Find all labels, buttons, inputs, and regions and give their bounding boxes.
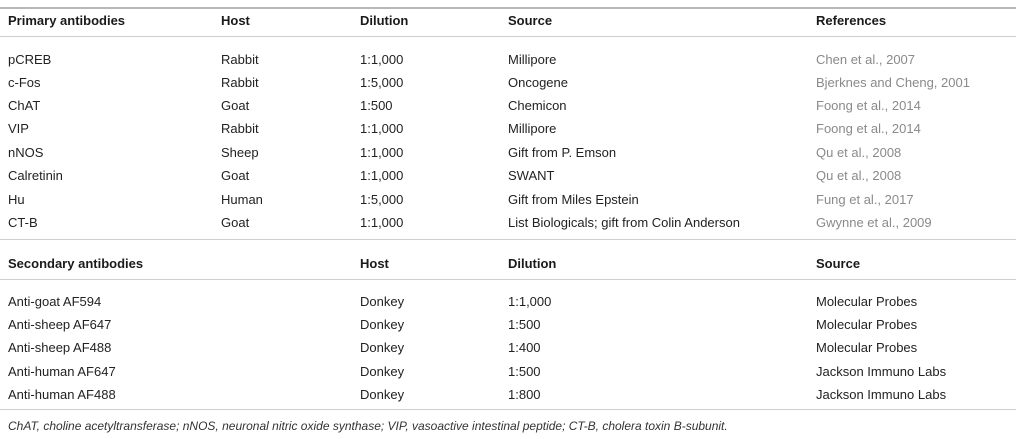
host: Human <box>221 192 263 207</box>
source: Molecular Probes <box>816 294 918 309</box>
source: Oncogene <box>508 75 568 90</box>
header-source: Source <box>816 256 861 271</box>
host: Goat <box>221 98 250 113</box>
host: Rabbit <box>221 121 259 136</box>
source: Molecular Probes <box>816 317 918 332</box>
reference-link[interactable]: Gwynne et al., 2009 <box>816 215 932 230</box>
antibody-name: Hu <box>8 192 25 207</box>
antibody-name: Anti-sheep AF488 <box>8 340 112 355</box>
table-row <box>0 360 1016 383</box>
dilution: 1:1,000 <box>360 215 404 230</box>
primary-header-row <box>0 9 1016 32</box>
host: Donkey <box>360 387 405 402</box>
antibody-name: c-Fos <box>8 75 41 90</box>
table-row <box>0 48 1016 71</box>
header-host: Host <box>221 13 250 28</box>
antibody-name: Anti-human AF647 <box>8 364 116 379</box>
host: Sheep <box>221 145 259 160</box>
source: Gift from P. Emson <box>508 145 617 160</box>
header-secondary-antibodies: Secondary antibodies <box>8 256 144 271</box>
primary-header-rule <box>0 36 1016 37</box>
source: Millipore <box>508 121 557 136</box>
antibody-name: Calretinin <box>8 168 63 183</box>
dilution: 1:1,000 <box>360 52 404 67</box>
dilution: 1:400 <box>508 340 541 355</box>
secondary-header-rule <box>0 279 1016 280</box>
table-footnote: ChAT, choline acetyltransferase; nNOS, neuronal nitric oxide synthase; VIP, vasoactive intestinal peptide; CT-B, cholera toxin B-subunit. <box>8 419 728 433</box>
table-row <box>0 188 1016 211</box>
reference-link[interactable]: Chen et al., 2007 <box>816 52 916 67</box>
host: Donkey <box>360 317 405 332</box>
antibody-name: Anti-human AF488 <box>8 387 116 402</box>
table-row <box>0 313 1016 336</box>
source: Millipore <box>508 52 557 67</box>
table-row <box>0 336 1016 359</box>
table-row <box>0 117 1016 140</box>
antibody-name: VIP <box>8 121 29 136</box>
reference-link[interactable]: Bjerknes and Cheng, 2001 <box>816 75 970 90</box>
host: Donkey <box>360 294 405 309</box>
header-dilution: Dilution <box>508 256 557 271</box>
source: Jackson Immuno Labs <box>816 387 947 402</box>
dilution: 1:1,000 <box>360 121 404 136</box>
dilution: 1:500 <box>360 98 393 113</box>
host: Donkey <box>360 364 405 379</box>
table-bottom-rule <box>0 409 1016 410</box>
antibody-name: ChAT <box>8 98 41 113</box>
host: Donkey <box>360 340 405 355</box>
reference-link[interactable]: Foong et al., 2014 <box>816 98 921 113</box>
dilution: 1:1,000 <box>508 294 552 309</box>
source: SWANT <box>508 168 555 183</box>
header-source: Source <box>508 13 553 28</box>
reference-link[interactable]: Qu et al., 2008 <box>816 145 902 160</box>
antibody-name: Anti-sheep AF647 <box>8 317 112 332</box>
host: Goat <box>221 168 250 183</box>
dilution: 1:1,000 <box>360 168 404 183</box>
source: Jackson Immuno Labs <box>816 364 947 379</box>
source: Chemicon <box>508 98 567 113</box>
source: List Biologicals; gift from Colin Anderson <box>508 215 740 230</box>
table-row <box>0 164 1016 187</box>
table-row <box>0 290 1016 313</box>
antibody-name: pCREB <box>8 52 52 67</box>
table-row <box>0 383 1016 406</box>
dilution: 1:5,000 <box>360 75 404 90</box>
table-row <box>0 141 1016 164</box>
antibody-name: CT-B <box>8 215 38 230</box>
host: Goat <box>221 215 250 230</box>
host: Rabbit <box>221 52 259 67</box>
host: Rabbit <box>221 75 259 90</box>
table-row <box>0 211 1016 234</box>
table-row <box>0 71 1016 94</box>
reference-link[interactable]: Qu et al., 2008 <box>816 168 902 183</box>
antibody-name: Anti-goat AF594 <box>8 294 102 309</box>
header-primary-antibodies: Primary antibodies <box>8 13 126 28</box>
header-dilution: Dilution <box>360 13 409 28</box>
section-divider <box>0 239 1016 240</box>
secondary-header-row <box>0 252 1016 275</box>
source: Gift from Miles Epstein <box>508 192 639 207</box>
reference-link[interactable]: Foong et al., 2014 <box>816 121 921 136</box>
dilution: 1:500 <box>508 364 541 379</box>
dilution: 1:800 <box>508 387 541 402</box>
antibody-name: nNOS <box>8 145 44 160</box>
table-row <box>0 94 1016 117</box>
dilution: 1:1,000 <box>360 145 404 160</box>
source: Molecular Probes <box>816 340 918 355</box>
header-host: Host <box>360 256 389 271</box>
header-references: References <box>816 13 887 28</box>
reference-link[interactable]: Fung et al., 2017 <box>816 192 914 207</box>
dilution: 1:5,000 <box>360 192 404 207</box>
dilution: 1:500 <box>508 317 541 332</box>
